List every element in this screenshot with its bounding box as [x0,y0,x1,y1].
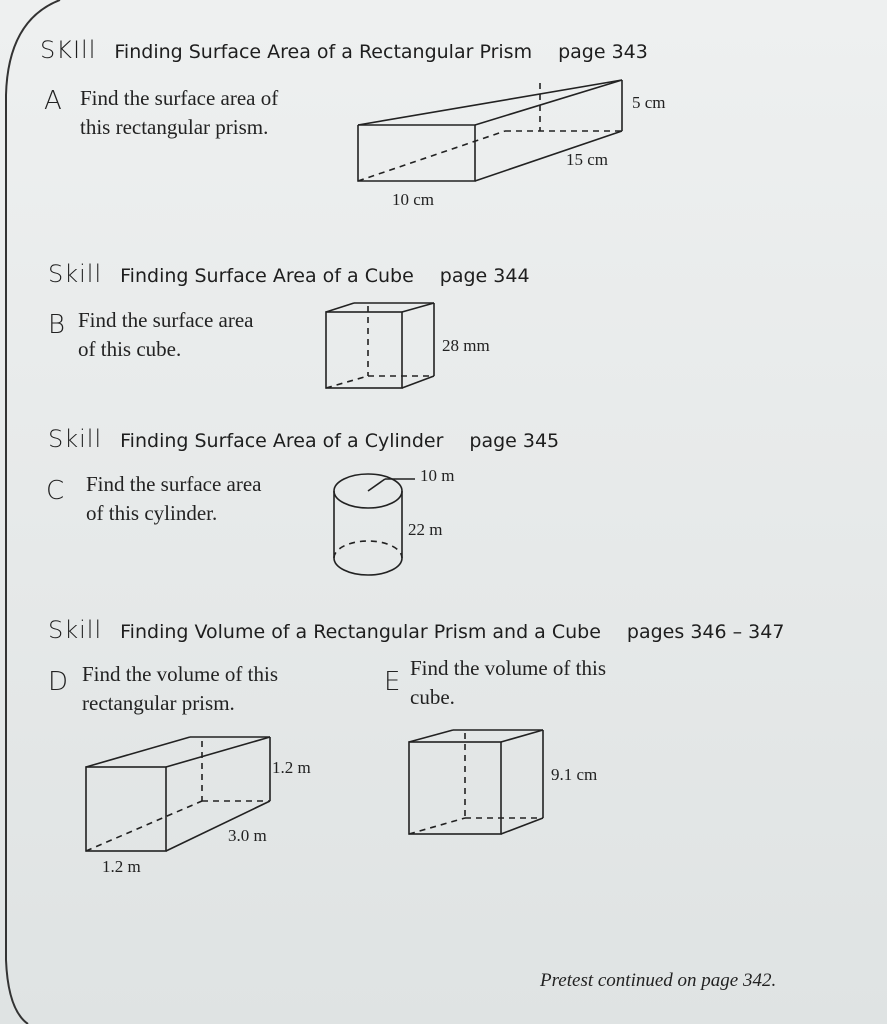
dimension-label: 22 m [408,520,443,539]
skill-title: Finding Surface Area of a Cylinder [120,430,444,452]
problem-letter-a: A [44,86,62,116]
problem-d-prompt [82,660,278,718]
cube-figure-b [322,300,442,395]
dimension-label: 5 cm [632,93,666,112]
page-reference: page 345 [469,430,560,452]
skill-title: Finding Surface Area of a Rectangular Prism [114,41,533,63]
skill-heading-a [40,36,648,64]
prompt-line: Find the surface area [86,472,262,496]
skill-heading-d-e [48,616,784,644]
skill-word: Skill [48,425,103,453]
dimension-label: 10 m [420,466,455,485]
problem-letter-b: B [48,310,66,340]
page-reference: page 344 [439,265,530,287]
prompt-line: rectangular prism. [82,691,235,715]
footer-note: Pretest continued on page 342. [540,970,777,991]
dimension-label: 1.2 m [102,857,141,876]
skill-heading-c [48,425,559,453]
dimension-label: 28 mm [442,336,490,355]
dimension-label: 10 cm [392,190,435,209]
rectangular-prism-figure-a [355,75,630,190]
dimension-label: 15 cm [566,150,609,169]
problem-a-prompt [80,84,278,142]
problem-letter-d: D [48,667,69,697]
prompt-line: cube. [410,685,455,709]
skill-title: Finding Surface Area of a Cube [120,265,414,287]
dimension-label: 3.0 m [228,826,267,845]
problem-letter-e: E [384,667,401,697]
prompt-line: of this cube. [78,337,182,361]
cylinder-figure-c [330,465,420,585]
skill-word: SKIll [40,36,97,64]
skill-title: Finding Volume of a Rectangular Prism and a Cube [120,621,601,643]
prompt-line: Find the volume of this [82,662,278,686]
page-reference: page 343 [558,41,648,63]
skill-heading-b [48,260,530,288]
problem-e-prompt [410,654,606,712]
prompt-line: of this cylinder. [86,501,218,525]
skill-word: Skill [48,260,103,288]
problem-letter-c: C [46,476,65,506]
prompt-line: Find the surface area [78,308,254,332]
cube-figure-e [405,726,550,841]
dimension-label: 1.2 m [272,758,311,777]
page-reference: pages 346 – 347 [626,621,785,643]
prompt-line: Find the volume of this [410,656,606,680]
prompt-line: Find the surface area of [80,86,279,110]
skill-word: Skill [48,616,103,644]
prompt-line: this rectangular prism. [80,115,269,139]
dimension-label: 9.1 cm [551,765,598,784]
problem-b-prompt [78,306,254,364]
problem-c-prompt [86,470,262,528]
